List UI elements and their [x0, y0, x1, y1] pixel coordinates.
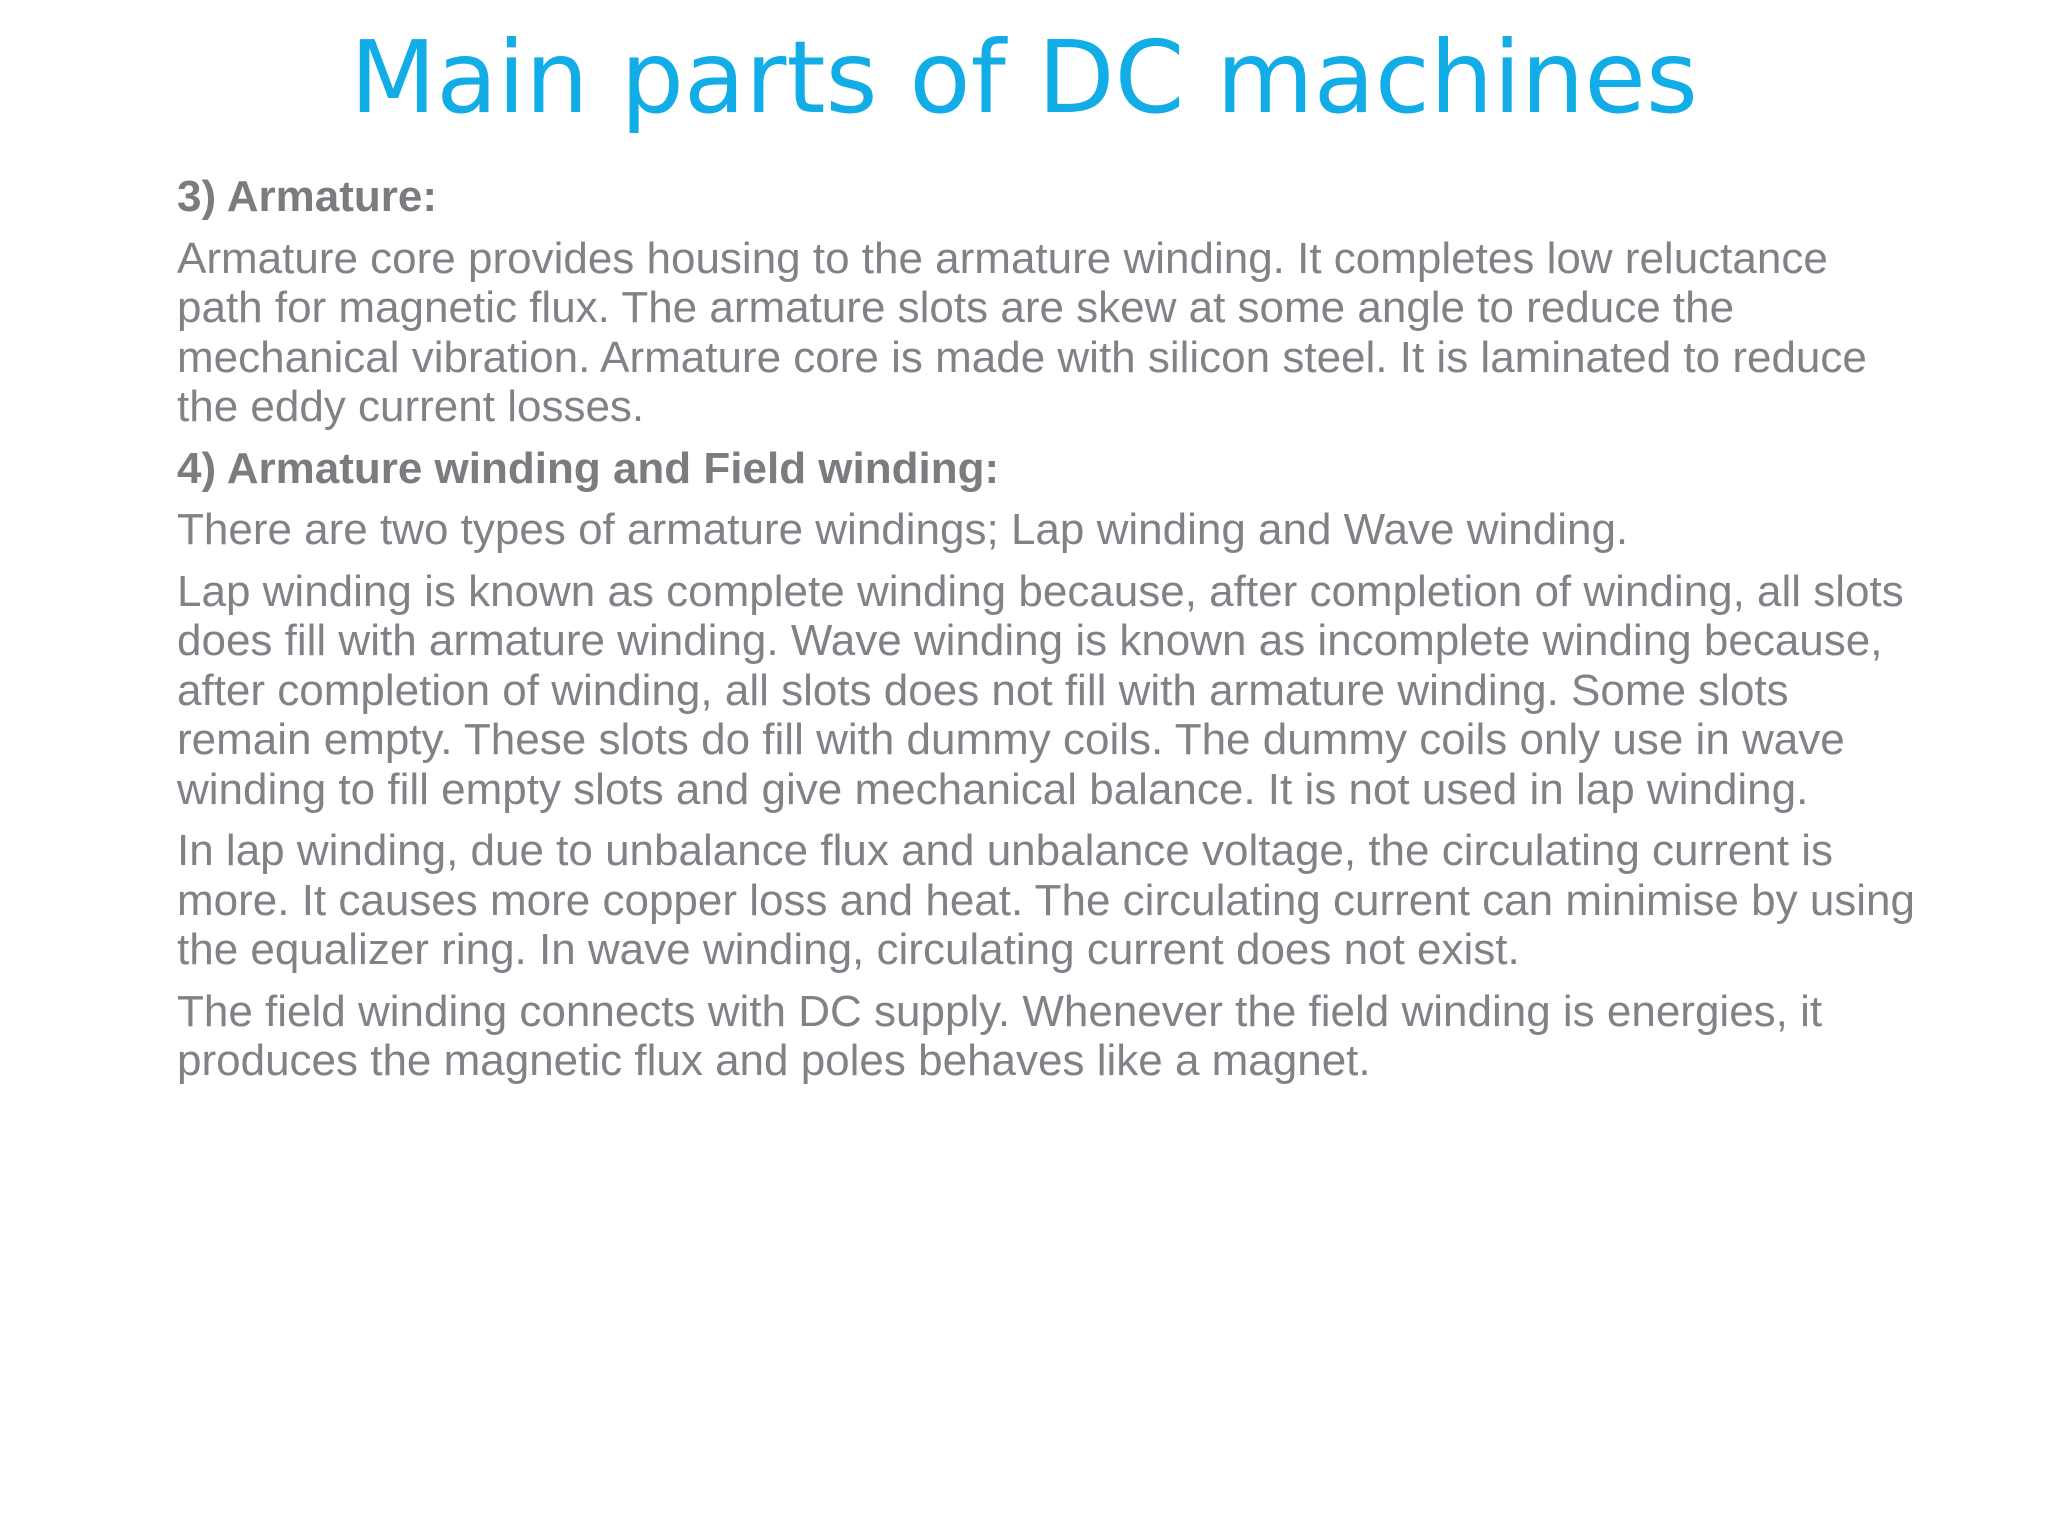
- section-heading-windings: 4) Armature winding and Field winding:: [177, 443, 1000, 493]
- slide-title: Main parts of DC machines: [349, 19, 1699, 136]
- section-heading-armature: 3) Armature:: [177, 172, 437, 221]
- paragraph-winding-types: There are two types of armature windings; Lap winding and Wave winding.: [177, 505, 1629, 554]
- slide-content: [177, 172, 1917, 1098]
- paragraph-armature-core: Armature core provides housing to the armature winding. It completes low reluctance path for magnetic flux. The armature slots are skew at some angle to reduce the mechanical vibration. Armature core is made with silicon steel. It is laminated to reduce the eddy current losses.: [177, 233, 1867, 431]
- paragraph-field-winding: The field winding connects with DC supply. Whenever the field winding is energies, it produces the magnetic flux and poles behaves like a magnet.: [177, 986, 1823, 1085]
- paragraph-lap-wave-winding: Lap winding is known as complete winding because, after completion of winding, all slots does fill with armature winding. Wave winding is known as incomplete winding because, after completion of winding, all slots does not fill with armature winding. Some slots remain empty. These slots do fill with dummy coils. The dummy coils only use in wave winding to fill empty slots and give mechanical balance. It is not used in lap winding.: [177, 566, 1904, 814]
- paragraph-circulating-current: In lap winding, due to unbalance flux and unbalance voltage, the circulating current is more. It causes more copper loss and heat. The circulating current can minimise by using the equalizer ring. In wave winding, circulating current does not exist.: [177, 826, 1915, 974]
